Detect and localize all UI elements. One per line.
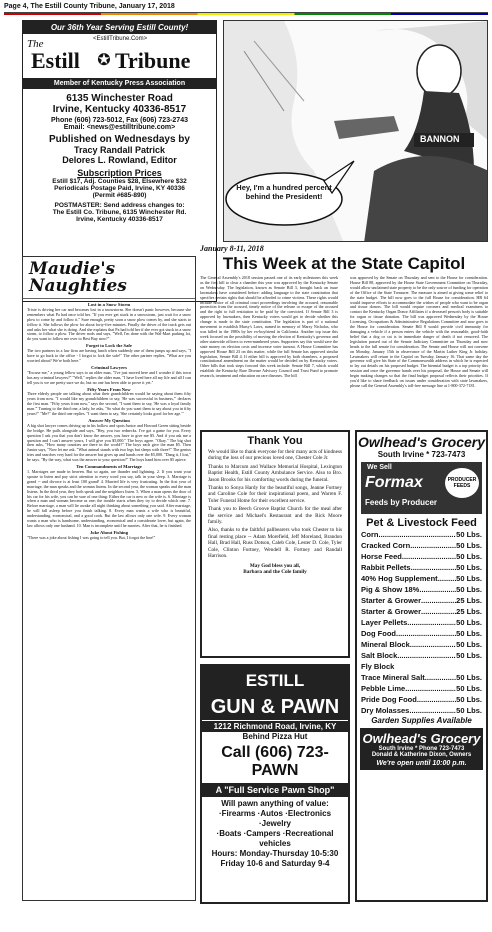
feed-item-name: Pebble Lime	[361, 684, 406, 693]
feed-item	[361, 683, 482, 694]
pawn-items: ·Firearms ·Autos ·Electronics ·Jewelry	[218, 809, 332, 828]
dot-leader	[379, 529, 457, 540]
feed-item	[361, 551, 482, 562]
masthead-banner: Our 36th Year Serving Estill County!	[23, 21, 216, 34]
garden-supplies: Garden Supplies Available	[371, 716, 472, 725]
email-line: Email: <news@estilltribune.com>	[63, 124, 176, 131]
joke-heading: Joke About Fishing	[89, 529, 129, 535]
feed-item	[361, 639, 482, 650]
feed-item-name: Dry Molasses	[361, 706, 410, 715]
logo-website: <EstillTribune.Com>	[93, 36, 148, 42]
thank-you-paragraph: Thank you to Beech Groove Baptist Church for the meal after the service and Michael's Restaurant and the Rick Moore family.	[208, 506, 342, 526]
thank-you-signature: Barbara and the Cole family	[243, 568, 307, 575]
permit-line: (Permit #685-890)	[92, 192, 147, 199]
feed-item-name: 40% Hog Supplement	[361, 574, 438, 583]
feed-item-price: 50 Lbs.	[456, 585, 482, 594]
capitol-column-1: The General Assembly's 2018 session passed one of its early milestones this week as the first bill to clear a chamber this year was approved by the Kentucky Senate on Wednesday. The legislation, known as Senate Bill 3, brought back an issue lawmakers have considered before: adding language to the state constitution that specifies certain rights that should be afforded to crime victims. These rights would include notice of all criminal court proceedings involving the accused, reasonable protection from the accused, timely notice of the release or escape of the accused and the right to full restitution to be paid by the convicted. If Senate Bill 3 is approved by lawmakers, then Kentucky voters would get to decide whether this change is made to the state constitution. The legislation is part of a national movement to establish Marsy's Laws, named in memory of Marsy Nicholas, who was killed in the 1980s by her ex-boyfriend in California. Another top issue this week focused on the possibility of moving the election of Kentucky's governor and other statewide officers to even-numbered years. Supporters say this would save the state money on election costs and increase voter turnout. A House Committee has approved House Bill 23 on this matter, while the full Senate has approved similar legislation, Senate Bill 4. If either bill is approved by both chambers, a proposed constitutional amendment on the matter would be decided on by Kentucky voters. Other bills that took steps forward this week include: Senate Bill 7, which would establish the Kentucky Rare Disease Advisory Council and Trust Fund to promote research, treatment and education on rare diseases. The bill	[200, 276, 338, 379]
dot-leader	[410, 540, 456, 551]
dot-leader	[411, 562, 457, 573]
grocery-subtitle: South Irvine * 723-7473	[377, 450, 466, 459]
dot-leader	[409, 705, 456, 716]
column-title-2: Naughties	[29, 276, 127, 296]
joke-text: The two partners in a law firm are having lunch when suddenly one of them jumps up and says, "I have to go back to the office - I forgot to lock the safe!" The other partner replies, "What are you worried about? We're both here."	[27, 348, 191, 363]
pawn-address: 1212 Richmond Road, Irvine, KY	[202, 721, 348, 732]
feed-item	[361, 529, 482, 540]
feed-item	[361, 540, 482, 551]
feed-item	[361, 650, 482, 661]
maudies-naughties-column	[22, 256, 196, 901]
joke-heading: Fifty Years From Now	[87, 386, 131, 392]
capitol-column-2: was approved by the Senate on Thursday and sent to the House for consideration. House Bill 88, approved by the House State Government Committee on Thursday, would allow unclaimed state property to be the only source of funding for operation of the Office of the State Treasurer. The measure is aimed at giving some relief to the state budget. The bill now goes to the full House for consideration. HB 64 would improve efforts to accommodate the wishes of people who want to be organ and tissue donors. The bill would require coroners and medical examiners to contact the Kentucky Organ Donor Affiliates if a deceased person's body is suitable for organ or tissue donation. The bill was approved Wednesday by the House Licensing, Occupations & Administrative Regulations Committee and now goes to the House for consideration. Senate Bill 8 would provide civil immunity for damaging a vehicle if a person enters the vehicle with the reasonable, good-faith belief that a dog or cat is in immediate danger of death if not removed. The legislation passed out of the Senate Judiciary Committee on Thursday and now heads to the full senate for consideration. The Senate and House will not convene on Monday, January 15th in observance of the Martin Luther King Jr. holiday. Lawmakers will return to the Capitol on Tuesday, January 16. That same day the governor will give his State of the Commonwealth address in which he is expected to lay out details on his proposed budget. The biennial budget is a top priority this session and once the governor hands over his proposal, the House and Senate will begin making changes so that the final budget proposal reflects their priorities. If you'd like to share feedback on issues under consideration with state lawmakers, please call the General Assembly's toll-free message line at 1-800-372-7181.	[350, 276, 488, 388]
feed-item-price: 50 Lbs.	[456, 530, 482, 539]
postmaster-line-2: The Estill Co. Tribune, 6135 Winchester Rd.	[52, 209, 187, 216]
logo-the: The	[27, 38, 44, 50]
joke-text: 1. Marriages are made in heaven. But so again, are thunder and lightning. 2. If you want your spouse to listen and pay strict attention to every word you say, talk in your sleep. 3. Marriage is grand -- and divorce is at least 100 grand! 4. Married life is very frustrating. In the first year of marriage, the man speaks and the woman listens. In the second year, the woman speaks and the man listens. In the third year, they both speak and the neighbors listen. 5. When a man opens the door of his car for his wife, you can be sure of one thing: Either the car is new or the wife is. 6. Marriage is when a man and woman become as one; the trouble starts when they try to decide which one. 7. Before marriage, a man will lie awake all night thinking about something you said. After marriage, he will fall asleep before you finish talking. 8. Every man wants a wife who is beautiful, understanding, economical, and a good cook. But the law allows only one wife. 9. Every woman wants a man who is handsome, understanding, economical and a considerate lover, but again, the law allows only one husband. 10. Man is incomplete until he marries. After that, he is finished.	[27, 469, 191, 528]
thank-you-title: Thank You	[247, 435, 303, 447]
gun-pawn-ad	[200, 664, 350, 904]
feed-item-price: 50 Lbs.	[456, 563, 482, 572]
producer-feeds-logo: PRODUCER FEEDS	[445, 468, 479, 498]
joke-text: Trixie is driving her car and becomes lost in a snowstorm. She doesn't panic however, because she remembers what Pa had once told her. "If you ever get stuck in a snowstorm, just wait for a snow plow to come by and follow it." Sure enough, pretty soon a snow plow comes by, and she starts to follow it. She follows the plow for about forty-five minutes. Finally the driver of the truck gets out and asks her what she is doing. And she explains that Pa had told her if she ever got stuck in a snow storm, to follow a plow. The driver nods and says, "Well, I'm done with the Wal-Mart parking lot, do you want to follow me over to Best Buy now?"	[27, 306, 191, 342]
publisher-name: Tracy Randall Patrick	[73, 145, 166, 155]
grocery-footer-name: Owlhead's Grocery	[362, 731, 481, 746]
feed-item-price: 50 Lbs.	[456, 673, 482, 682]
feed-item-name: Salt Block	[361, 651, 398, 660]
thank-you-paragraph: Thanks to Marcum and Wallace Memorial Hospital, Lexington Baptist Health, Estill County Ambulance Service. Also to Bro. Jason Brooks for his comforting words during the funeral.	[208, 463, 342, 483]
joke-heading: Criminal Lawyers	[91, 364, 127, 370]
feed-item-price: 50 Lbs.	[456, 684, 482, 693]
logo-tribune: Tribune	[115, 48, 191, 73]
subscription-heading: Subscription Prices	[77, 168, 162, 178]
feed-item	[361, 617, 482, 628]
feed-item	[361, 606, 482, 617]
feed-item	[361, 584, 482, 595]
dot-leader	[396, 628, 456, 639]
feed-item	[361, 628, 482, 639]
feed-item-name: Mineral Block	[361, 640, 410, 649]
feed-item-name: Cracked Corn	[361, 541, 411, 550]
address-line-2: Irvine, Kentucky 40336-8517	[52, 104, 187, 115]
feed-item-price: 25 Lbs.	[456, 607, 482, 616]
kentucky-seal-icon: ✪	[97, 52, 111, 69]
feed-item	[361, 705, 482, 716]
joke-text: Three elderly people are talking about what their grandchildren would be saying about them fifty years from now. "I would like my grandchildren to say, 'He was successful in business,'" declares the first man. "Fifty years from now," says the second, "I want them to say, 'He was a loyal family man.'" Turning to the third one, a lady, he asks, "So what do you want them to say about you in fifty years?" "Me?" the third one replies. "I want them to say, 'She certainly looks good for her age.'"	[27, 391, 191, 417]
cartoon-drawing	[224, 21, 488, 242]
thank-you-signoff: May God bless you all,	[249, 562, 301, 569]
feed-item-name: Starter & Grower	[361, 596, 422, 605]
feed-item	[361, 694, 482, 705]
periodicals-line: Periodicals Postage Paid, Irvine, KY 40336	[54, 185, 185, 192]
feed-item-price: 50 Lbs.	[456, 618, 482, 627]
owlheads-grocery-ad	[355, 430, 488, 902]
feed-item	[361, 573, 482, 584]
pawn-location: Behind Pizza Hut	[242, 732, 308, 741]
feed-item-name: Starter & Grower	[361, 607, 422, 616]
feeds-by-producer: Feeds by Producer	[365, 498, 438, 507]
capitol-dates: January 8-11, 2018	[200, 244, 264, 253]
feed-item-name: Corn	[361, 530, 379, 539]
dot-leader	[417, 694, 456, 705]
joke-heading: Forget to Lock the Safe	[86, 343, 132, 349]
thank-you-paragraph: Thanks to Sonya Hardy for the beautiful songs, Jeanne Fortney and Caroline Cole for their inspirational poem, and Warren F. Toler Funeral Home for their excellent service.	[208, 485, 342, 504]
feed-list-title: Pet & Livestock Feed	[366, 517, 477, 529]
dot-leader	[438, 573, 456, 584]
grocery-name: Owlhead's Grocery	[357, 434, 486, 450]
pawn-estill: ESTILL	[245, 671, 305, 690]
pawn-items: ·Boats ·Campers ·Recreational vehicles	[216, 829, 334, 848]
pawn-offer: Will pawn anything of value:	[221, 799, 329, 808]
phone-fax: Phone (606) 723-5012, Fax (606) 723-2743	[51, 117, 188, 124]
thank-you-paragraph: Also, thanks to the faithful pallbearers who took Chester to his final resting place -- Adam Morefield, Jeff Moreland, Brandon Hall, Brad Hall, Russ Dotson, Caleb Cole, Lester D. Cole, Tyler Cole, Clinton Fortney, Wendell R. Fortney and Randall Harrison.	[208, 527, 342, 560]
capitol-title: This Week at the State Capitol	[222, 254, 466, 273]
feed-item-price: 50 Lbs.	[456, 651, 482, 660]
published-line: Published on Wednesdays by	[49, 134, 190, 145]
pawn-phone: Call (606) 723-PAWN	[221, 744, 329, 779]
dot-leader	[421, 595, 456, 606]
we-sell: We Sell	[367, 464, 392, 471]
gun-pawn-header	[202, 666, 348, 720]
pawn-slogan: A "Full Service Pawn Shop"	[202, 783, 348, 797]
address-line-1: 6135 Winchester Road	[66, 93, 173, 104]
pawn-hours: Hours: Monday-Thursday 10-5:30	[211, 849, 339, 858]
dot-leader	[402, 551, 456, 562]
joke-text: "Excuse me," a young fellow says to an older man, "I've just moved here and I wonder if this town has any criminal lawyers?" "Well," replies the older man, "I have lived here all my life and all I can tell you is we are pretty sure we do, but no one has been able to prove it yet."	[27, 369, 191, 385]
dot-leader	[425, 672, 456, 683]
grocery-footer-phone: South Irvine * Phone 723-7473	[378, 746, 465, 752]
feed-item-price: 50 Lbs.	[456, 574, 482, 583]
thank-you-paragraph: We would like to thank everyone for their many acts of kindness during the loss of our precious loved one, Chester Cole Jr.	[208, 449, 342, 462]
postmaster-line-3: Irvine, Kentucky 40336-8517	[76, 216, 163, 223]
grocery-hours: We're open until 10:00 p.m.	[376, 760, 467, 767]
thank-you-notice	[200, 430, 350, 658]
dot-leader	[407, 617, 456, 628]
feed-item-name: Horse Feed	[361, 552, 402, 561]
joke-heading: Answer My Question	[88, 417, 130, 423]
cartoon-speech-bubble: Hey, I'm a hundred percent behind the President!	[236, 183, 332, 201]
feed-item-name: Pig & Show 18%	[361, 585, 420, 594]
logo-estill: Estill	[31, 48, 80, 73]
feed-price-list	[357, 529, 486, 716]
dot-leader	[397, 650, 456, 661]
dot-leader	[421, 606, 456, 617]
feed-item-price: 50 Lbs.	[456, 640, 482, 649]
feed-item-name: Dog Food	[361, 629, 396, 638]
dot-leader	[419, 584, 456, 595]
pawn-hours: Friday 10-6 and Saturday 9-4	[220, 859, 330, 868]
joke-text: A big shot lawyer comes driving up in his hollow and spots Junior and Howard Green sitting beside the bridge. He pulls alongside and says, "Hey, you two rednecks. I've got a game for you. Every question I ask you that you don't know the answer, you have to give me $5. And if you ask me a question and I can't answer yours, I will give you $5,000." The boys agree. "Okay." The big shot then asks, "How many counties are there in the world?" The boys each give the man $5. Then Junior says, "Now let me ask. "What animal stands with two legs but sleeps with three?" The genius tries and searches very hard for the answer but gives up and hands over the $5,000. "Dang it, I lost," he says. "By the way, what was the answer to your question?" The boys hand him over $5 apiece.	[27, 422, 191, 463]
feed-item-price: 50 Lbs.	[456, 552, 482, 561]
grocery-owners: Donald & Katherine Dixon, Owners	[371, 752, 472, 758]
feed-item-price: 50 Lbs.	[456, 629, 482, 638]
feed-item-name: Layer Pellets	[361, 618, 408, 627]
dot-leader	[405, 683, 456, 694]
joke-text: "There was a joke about fishing I was going to tell you. But, I forgot the line!"	[27, 534, 156, 540]
formax-banner	[361, 462, 482, 514]
member-band: Member of Kentucky Press Association	[23, 78, 216, 89]
feed-item-price: 50 Lbs.	[456, 541, 482, 550]
feed-item-name: Fly Block	[361, 662, 395, 671]
tribune-logo	[23, 34, 216, 76]
feed-item-name: Trace Mineral Salt	[361, 673, 425, 682]
joke-heading: Lost in a Snow Storm	[87, 302, 131, 307]
column-title-1: Maudie's	[29, 259, 116, 279]
editorial-cartoon	[223, 20, 488, 242]
pawn-name: GUN & PAWN	[210, 696, 340, 718]
formax-logo: Formax	[365, 474, 423, 491]
dot-leader	[394, 661, 482, 672]
feed-item-price: 25 Lbs.	[456, 596, 482, 605]
editor-name: Delores L. Rowland, Editor	[62, 155, 177, 165]
feed-item	[361, 672, 482, 683]
feed-item-price: 50 Lbs.	[456, 695, 482, 704]
page-header: Page 4, The Estill County Tribune, January 17, 2018	[4, 3, 488, 13]
postmaster-line-1: POSTMASTER: Send address changes to:	[54, 202, 185, 209]
feed-item	[361, 595, 482, 606]
cartoon-bannon-label: BANNON	[420, 134, 460, 144]
feed-item	[361, 562, 482, 573]
dot-leader	[410, 639, 456, 650]
subscription-prices: Estill $17, Adj. Counties $28, Elsewhere $32	[52, 178, 187, 185]
feed-item-name: Pride Dog Food	[361, 695, 417, 704]
joke-heading: Ten Commandments of Marriage	[76, 464, 142, 470]
feed-item-price: 50 Lbs.	[456, 706, 482, 715]
grocery-footer	[360, 728, 483, 770]
feed-item-name: Rabbit Pellets	[361, 563, 411, 572]
color-rule	[4, 13, 488, 15]
feed-item	[361, 661, 482, 672]
